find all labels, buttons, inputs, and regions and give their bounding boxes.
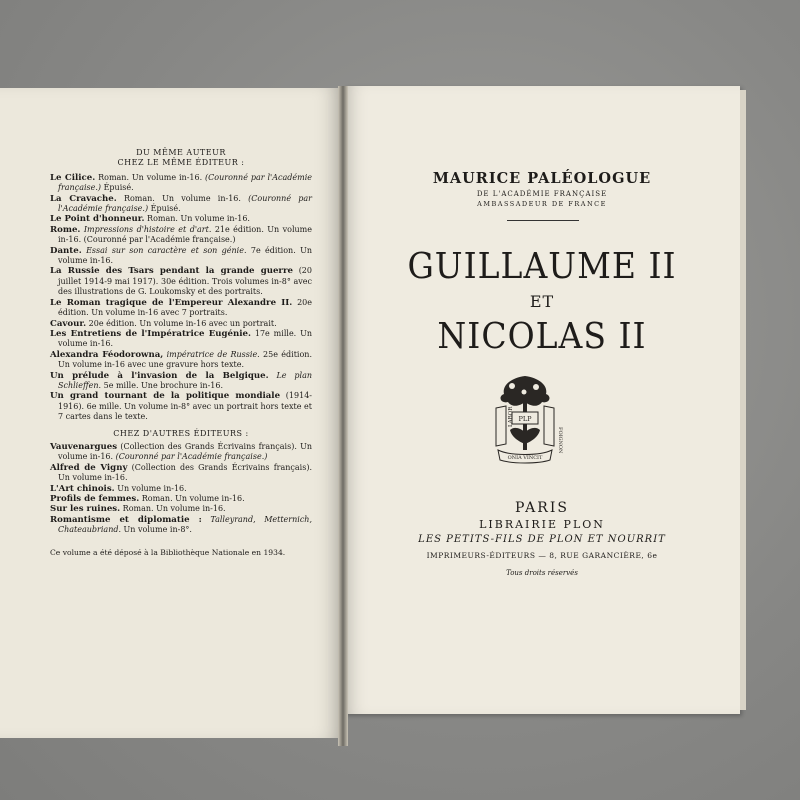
entry-text: 20e édition. Un volume in-16 avec un portrait. [86,318,277,328]
entry-title: La Cravache. [50,193,117,204]
entry-tail: Épuisé. [101,183,134,193]
entry-text: Roman. Un volume in-16. [116,193,249,203]
bibliography-entry [50,504,312,514]
entry-title: Vauvenargues [50,441,118,452]
entry-title: Dante. [50,245,82,256]
entry-text: (20 juillet 1914-9 mai 1917). 30e édition. Trois volumes in-8° avec des illustrations de G. Loukomsky et des portraits. [58,266,312,297]
imprint-address: IMPRIMEURS-ÉDITEURS — 8, RUE GARANCIÈRE, 6e [426,551,658,560]
entry-tail: 25e édition. Un volume in-16 avec une gravure hors texte. [58,349,312,370]
bibliography-entry [50,350,312,371]
entry-tail: 21e édition. Un volume in-16. (Couronné par l'Académie française.) [58,224,312,245]
entry-title: Alfred de Vigny [50,462,128,473]
entry-title: Rome. [50,224,81,235]
bibliography-entry [50,266,312,297]
book-title-line1: GUILLAUME II [407,244,677,287]
entry-title: Cavour. [50,318,87,329]
entry-text: (Collection des Grands Écrivains français). Un volume in-16. [58,462,312,483]
bibliography-entry [50,442,312,463]
book-title-line2: NICOLAS II [437,314,647,357]
rights-notice: Tous droits réservés [506,569,578,577]
emblem-label-right: FOIGNON [557,427,563,454]
bibliography-entry [50,225,312,246]
bibliography-entry [50,391,312,422]
entry-tail: 7e édition. Un volume in-16. [58,245,313,266]
entry-text: 20e édition. Un volume in-16 avec 7 portraits. [58,297,312,318]
imprint-publisher-sub: LES PETITS-FILS DE PLON ET NOURRIT [418,534,666,545]
title-page [344,86,740,714]
heading-same-publisher: CHEZ LE MÊME ÉDITEUR : [117,158,245,168]
author-role: AMBASSADEUR DE FRANCE [477,200,607,208]
entry-title: Alexandra Féodorowna, [50,349,164,360]
imprint-publisher: LIBRAIRIE PLON [479,518,605,531]
left-page-text [50,148,312,558]
entry-title: Le Point d'honneur. [50,214,145,225]
bibliography-entry [50,515,312,536]
entry-title: Profils de femmes. [50,494,140,504]
page-edge [740,90,746,710]
bibliography-entry [50,494,312,504]
entry-italic: (Couronné par l'Académie française.) [58,172,312,193]
bibliography-other-publishers [50,442,312,536]
entry-text: 17e mille. Un volume in-16. [58,328,312,349]
emblem-label-center: PLP [518,415,532,423]
entry-italic: Essai sur son caractère et son génie. [86,245,247,255]
entry-text: Roman. Un volume in-16. [95,172,206,182]
bibliography-entry [50,371,312,392]
entry-italic: Le plan Schlieffen. [58,370,312,390]
emblem-label-bottom: ONIA VINCIT [507,455,543,461]
author-name: MAURICE PALÉOLOGUE [432,170,652,187]
bibliography-entry [50,484,312,494]
imprint-city: PARIS [515,500,569,516]
publisher-emblem-icon [490,372,563,464]
entry-italic: (Couronné par l'Académie française.) [115,452,268,462]
entry-tail: 5e mille. Une brochure in-16. [101,380,224,390]
entry-italic: (Couronné par l'Académie française.) [58,193,312,214]
bibliography-entry [50,463,312,484]
entry-text: Roman. Un volume in-16. [144,214,250,224]
entry-title: Un prélude à l'invasion de la Belgique. [50,370,269,381]
entry-title: Romantisme et diplomatie : [50,514,202,525]
entry-text: Roman. Un volume in-16. [139,494,245,503]
author-academy: DE L'ACADÉMIE FRANÇAISE [476,190,608,198]
entry-title: Le Cilice. [50,172,96,183]
entry-text: Un volume in-16. [114,483,187,493]
deposit-note: Ce volume a été déposé à la Bibliothèque Nationale en 1934. [50,547,286,557]
emblem-label-left: LABOR [508,406,514,427]
divider-rule [507,220,579,221]
bibliography-entry [50,194,312,215]
entry-title: Les Entretiens de l'Impératrice Eugénie. [50,328,251,339]
bibliography-entry [50,329,312,350]
entry-title: Sur les ruines. [50,504,121,515]
book-title-conjunction: ET [529,292,555,311]
bibliography-entry [50,214,312,224]
entry-title: Un grand tournant de la politique mondiale [50,391,281,402]
entry-text: Roman. Un volume in-16. [120,504,226,514]
bibliography-entry [50,246,312,267]
bibliography-entry [50,319,312,329]
entry-italic: impératrice de Russie. [166,349,260,359]
entry-tail: Un volume in-8°. [121,525,192,535]
heading-other-publishers: CHEZ D'AUTRES ÉDITEURS : [113,428,249,438]
entry-tail: Épuisé. [148,204,181,214]
entry-italic: Talleyrand, Metternich, Chateaubriand. [58,514,313,535]
bibliography-entry [50,173,312,194]
entry-title: La Russie des Tsars pendant la grande guerre [50,266,293,277]
bibliography-same-publisher [50,173,312,423]
entry-italic: Impressions d'histoire et d'art. [83,224,212,234]
heading-same-author: DU MÊME AUTEUR [136,148,226,157]
entry-text: (1914-1916). 6e mille. Un volume in-8° avec un portrait hors texte et 7 cartes dans le texte. [58,391,312,422]
entry-title: L'Art chinois. [50,483,115,494]
entry-title: Le Roman tragique de l'Empereur Alexandre II. [50,297,293,308]
bibliography-entry [50,298,312,319]
entry-text: (Collection des Grands Écrivains français). Un volume in-16. [58,441,312,462]
